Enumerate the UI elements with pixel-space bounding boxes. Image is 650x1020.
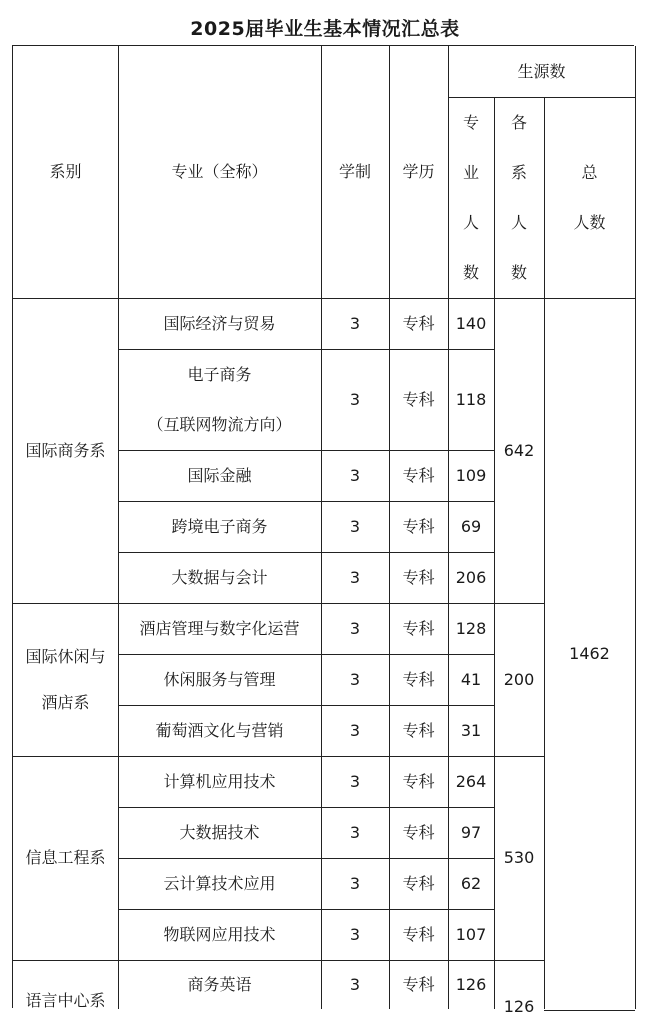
major-degree — [389, 960, 448, 1010]
major-length — [321, 654, 389, 705]
major-count — [448, 654, 494, 705]
major-length — [321, 349, 389, 450]
major-name-line: 大数据技术 — [179, 822, 260, 842]
major-name-line: 国际金融 — [187, 465, 252, 485]
major-degree — [389, 349, 448, 450]
header-major-count-char: 业 — [462, 162, 479, 182]
major-count — [448, 298, 494, 349]
major-length-value: 3 — [349, 516, 361, 536]
header-department-label: 系别 — [49, 162, 82, 182]
major-degree — [389, 909, 448, 960]
table-rule — [544, 1010, 635, 1011]
major-name — [118, 807, 321, 858]
major-name-line: 国际经济与贸易 — [163, 313, 276, 333]
major-name — [118, 298, 321, 349]
major-count-value: 206 — [455, 567, 487, 587]
major-count-value: 264 — [455, 771, 487, 791]
page-title: 2025届毕业生基本情况汇总表 — [190, 18, 460, 40]
major-length-value: 3 — [349, 822, 361, 842]
major-name-line: 大数据与会计 — [171, 567, 268, 587]
major-count-value: 69 — [460, 516, 482, 536]
department-name-line: 语言中心系 — [25, 990, 106, 1010]
major-count-value: 140 — [455, 313, 487, 333]
major-count — [448, 349, 494, 450]
department-count — [494, 603, 544, 756]
major-degree-value: 专科 — [402, 771, 435, 791]
major-length-value: 3 — [349, 618, 361, 638]
major-count-value: 107 — [455, 924, 487, 944]
major-name-line: 跨境电子商务 — [171, 516, 268, 536]
table-rule — [448, 97, 635, 98]
major-degree-value: 专科 — [402, 313, 435, 333]
major-degree — [389, 705, 448, 756]
department-name — [13, 960, 118, 1012]
major-length-value: 3 — [349, 924, 361, 944]
major-name-line: 电子商务 — [187, 364, 252, 384]
major-count — [448, 756, 494, 807]
major-degree — [389, 298, 448, 349]
major-name — [118, 603, 321, 654]
department-name-line: 国际商务系 — [25, 440, 106, 460]
major-count-value: 118 — [455, 389, 487, 409]
major-length — [321, 858, 389, 909]
department-count — [494, 960, 544, 1016]
major-count-value: 62 — [460, 873, 482, 893]
graduate-summary-table — [12, 45, 634, 1016]
header-length — [321, 46, 389, 298]
major-degree-value: 专科 — [402, 618, 435, 638]
major-count-value: 128 — [455, 618, 487, 638]
major-length-value: 3 — [349, 975, 361, 995]
header-dept-count-char: 各 — [510, 112, 527, 132]
major-count — [448, 450, 494, 501]
header-major-count-char: 人 — [462, 212, 479, 232]
header-dept-count-char: 人 — [510, 212, 527, 232]
major-length-value: 3 — [349, 873, 361, 893]
major-degree-value: 专科 — [402, 873, 435, 893]
major-length-value: 3 — [349, 771, 361, 791]
major-name-line: 休闲服务与管理 — [163, 669, 276, 689]
header-dept-count-char: 系 — [510, 162, 527, 182]
major-name — [118, 349, 321, 450]
department-name — [13, 298, 118, 603]
major-name-line: 商务英语 — [187, 975, 252, 995]
major-count-value: 97 — [460, 822, 482, 842]
major-name — [118, 858, 321, 909]
major-degree — [389, 450, 448, 501]
major-count — [448, 807, 494, 858]
major-length — [321, 552, 389, 603]
header-total-count-char: 总 — [581, 162, 598, 182]
department-count — [494, 298, 544, 603]
header-dept-count — [494, 97, 544, 298]
header-major-label: 专业（全称） — [171, 162, 268, 182]
major-degree — [389, 501, 448, 552]
major-degree — [389, 858, 448, 909]
department-name-line: 信息工程系 — [25, 848, 106, 868]
major-count-value: 126 — [455, 975, 487, 995]
major-degree — [389, 807, 448, 858]
major-name-line: （互联网物流方向） — [147, 414, 292, 434]
header-degree-label: 学历 — [402, 162, 435, 182]
major-degree-value: 专科 — [402, 924, 435, 944]
major-count-value: 31 — [460, 720, 482, 740]
major-degree-value: 专科 — [402, 567, 435, 587]
major-length — [321, 756, 389, 807]
total-count-value: 1462 — [569, 644, 610, 664]
major-degree — [389, 654, 448, 705]
department-count-value: 126 — [503, 996, 535, 1016]
major-name — [118, 909, 321, 960]
total-count — [544, 298, 635, 1010]
department-count-value: 642 — [503, 440, 535, 460]
major-name-line: 酒店管理与数字化运营 — [139, 618, 300, 638]
header-length-label: 学制 — [338, 162, 371, 182]
header-major-count-char: 专 — [462, 112, 479, 132]
major-degree-value: 专科 — [402, 669, 435, 689]
major-length-value: 3 — [349, 567, 361, 587]
major-degree — [389, 552, 448, 603]
major-name — [118, 450, 321, 501]
major-length-value: 3 — [349, 389, 361, 409]
major-count — [448, 603, 494, 654]
department-name — [13, 603, 118, 756]
major-degree-value: 专科 — [402, 389, 435, 409]
major-name-line: 物联网应用技术 — [163, 924, 276, 944]
major-count — [448, 552, 494, 603]
header-total-count — [544, 97, 635, 298]
major-name — [118, 756, 321, 807]
header-major — [118, 46, 321, 298]
major-name-line: 云计算技术应用 — [163, 873, 276, 893]
major-length — [321, 501, 389, 552]
department-count — [494, 756, 544, 960]
header-dept-count-char: 数 — [510, 262, 527, 282]
major-length — [321, 705, 389, 756]
department-name-line: 酒店系 — [41, 692, 90, 712]
major-length — [321, 450, 389, 501]
major-count — [448, 960, 494, 1010]
header-source-group — [448, 46, 635, 97]
major-length — [321, 298, 389, 349]
major-degree-value: 专科 — [402, 975, 435, 995]
major-degree-value: 专科 — [402, 720, 435, 740]
department-name — [13, 756, 118, 960]
major-length-value: 3 — [349, 669, 361, 689]
major-count-value: 41 — [460, 669, 482, 689]
major-count-value: 109 — [455, 465, 487, 485]
major-length — [321, 909, 389, 960]
header-degree — [389, 46, 448, 298]
major-degree-value: 专科 — [402, 516, 435, 536]
major-count — [448, 858, 494, 909]
header-total-count-char: 人数 — [573, 212, 606, 232]
major-count — [448, 705, 494, 756]
department-count-value: 530 — [503, 848, 535, 868]
major-count — [448, 501, 494, 552]
major-name-line: 计算机应用技术 — [163, 771, 276, 791]
major-degree — [389, 603, 448, 654]
major-degree-value: 专科 — [402, 465, 435, 485]
header-major-count-char: 数 — [462, 262, 479, 282]
major-length — [321, 960, 389, 1010]
header-major-count — [448, 97, 494, 298]
major-length — [321, 807, 389, 858]
major-degree-value: 专科 — [402, 822, 435, 842]
table-rule — [635, 46, 636, 1009]
major-name — [118, 654, 321, 705]
major-count — [448, 909, 494, 960]
header-department — [13, 46, 118, 298]
major-length-value: 3 — [349, 313, 361, 333]
major-name — [118, 960, 321, 1010]
major-degree — [389, 756, 448, 807]
major-name — [118, 552, 321, 603]
major-length-value: 3 — [349, 465, 361, 485]
major-name-line: 葡萄酒文化与营销 — [155, 720, 284, 740]
department-count-value: 200 — [503, 669, 535, 689]
major-length-value: 3 — [349, 720, 361, 740]
major-name — [118, 705, 321, 756]
major-length — [321, 603, 389, 654]
header-source-group-label: 生源数 — [517, 61, 566, 81]
major-name — [118, 501, 321, 552]
department-name-line: 国际休闲与 — [25, 646, 106, 666]
